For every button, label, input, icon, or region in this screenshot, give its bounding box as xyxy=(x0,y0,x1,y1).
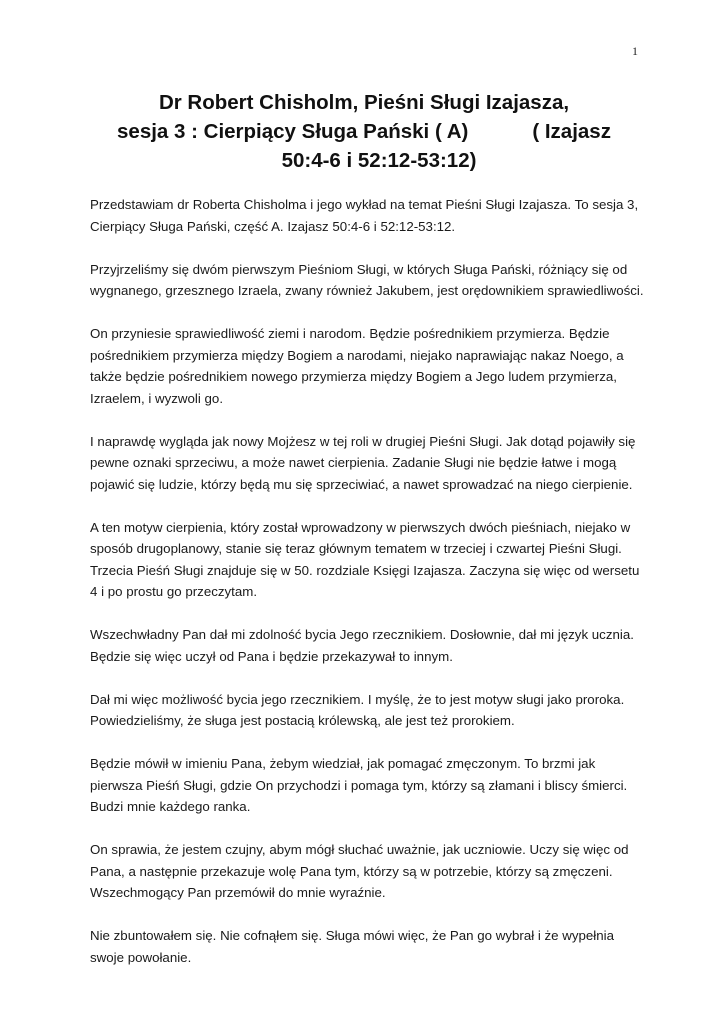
paragraph: Będzie mówił w imieniu Pana, żebym wiedział, jak pomagać zmęczonym. To brzmi jak pierwsza Pieśń Sługi, gdzie On przychodzi i pomaga tym, którzy są złamani i bliscy śmierci. Budzi mnie każdego ranka. xyxy=(90,756,628,814)
paragraph: I naprawdę wygląda jak nowy Mojżesz w tej roli w drugiej Pieśni Sługi. Jak dotąd pojawiły się pewne oznaki sprzeciwu, a może nawet cierpienia. Zadanie Sługi nie będzie łatwe i mogą pojawić się ludzie, którzy będą mu się sprzeciwiać, a nawet sprowadzać na niego cierpienie. xyxy=(90,433,636,492)
title-line-3: 50:4-6 i 52:12-53:12) xyxy=(281,149,477,172)
paragraph: Wszechwładny Pan dał mi zdolność bycia Jego rzecznikiem. Dosłownie, dał mi język ucznia. Będzie się więc uczył od Pana i będzie przekazywał to innym. xyxy=(90,627,634,664)
paragraph: Przedstawiam dr Roberta Chisholma i jego wykład na temat Pieśni Sługi Izajasza. To sesja 3, Cierpiący Sługa Pański, część A. Izajasz 50:4-6 i 52:12-53:12. xyxy=(90,197,639,234)
paragraph: On przyniesie sprawiedliwość ziemi i narodom. Będzie pośrednikiem przymierza. Będzie pośrednikiem przymierza między Bogiem a narodami, niejako naprawiając nakaz Noego, a także będzie pośrednikiem nowego przymierza między Bogiem a Jego ludem przymierza, Izraelem, i wyzwoli go. xyxy=(90,326,624,406)
paragraph: Nie zbuntowałem się. Nie cofnąłem się. Sługa mówi więc, że Pan go wybrał i że wypełnia swoje powołanie. xyxy=(90,928,614,965)
title-line-1: Dr Robert Chisholm, Pieśni Sługi Izajasza, xyxy=(158,91,570,114)
title-line-2 xyxy=(90,117,638,146)
paragraph: Dał mi więc możliwość bycia jego rzecznikiem. I myślę, że to jest motyw sługi jako proroka. Powiedzieliśmy, że sługa jest postacią królewską, ale jest też prorokiem. xyxy=(90,691,625,728)
title-line-2-main: sesja 3 : Cierpiący Sługa Pański ( A) xyxy=(117,120,469,143)
paragraph: A ten motyw cierpienia, który został wprowadzony w pierwszych dwóch pieśniach, niejako w sposób drugoplanowy, stanie się teraz głównym tematem w trzeciej i czwartej Pieśni Sługi. Trzecia Pieśń Sługi znajduje się w 50. rozdziale Księgi Izajasza. Zaczyna się więc od wersetu 4 i po prostu go przeczytam. xyxy=(90,519,640,599)
document-title xyxy=(90,88,638,175)
page-number: 1 xyxy=(632,44,638,58)
document-body xyxy=(90,194,650,990)
paragraph: On sprawia, że jestem czujny, abym mógł słuchać uważnie, jak uczniowie. Uczy się więc od Pana, a następnie przekazuje wolę Pana tym, którzy są w potrzebie, którzy są zmęczeni. Wszechmogący Pan przemówił do mnie wyraźnie. xyxy=(90,842,629,900)
title-line-2-ref: ( Izajasz xyxy=(532,120,611,143)
paragraph: Przyjrzeliśmy się dwóm pierwszym Pieśniom Sługi, w których Sługa Pański, różniący się od wygnanego, grzesznego Izraela, zwany również Jakubem, jest orędownikiem sprawiedliwości. xyxy=(90,261,644,298)
